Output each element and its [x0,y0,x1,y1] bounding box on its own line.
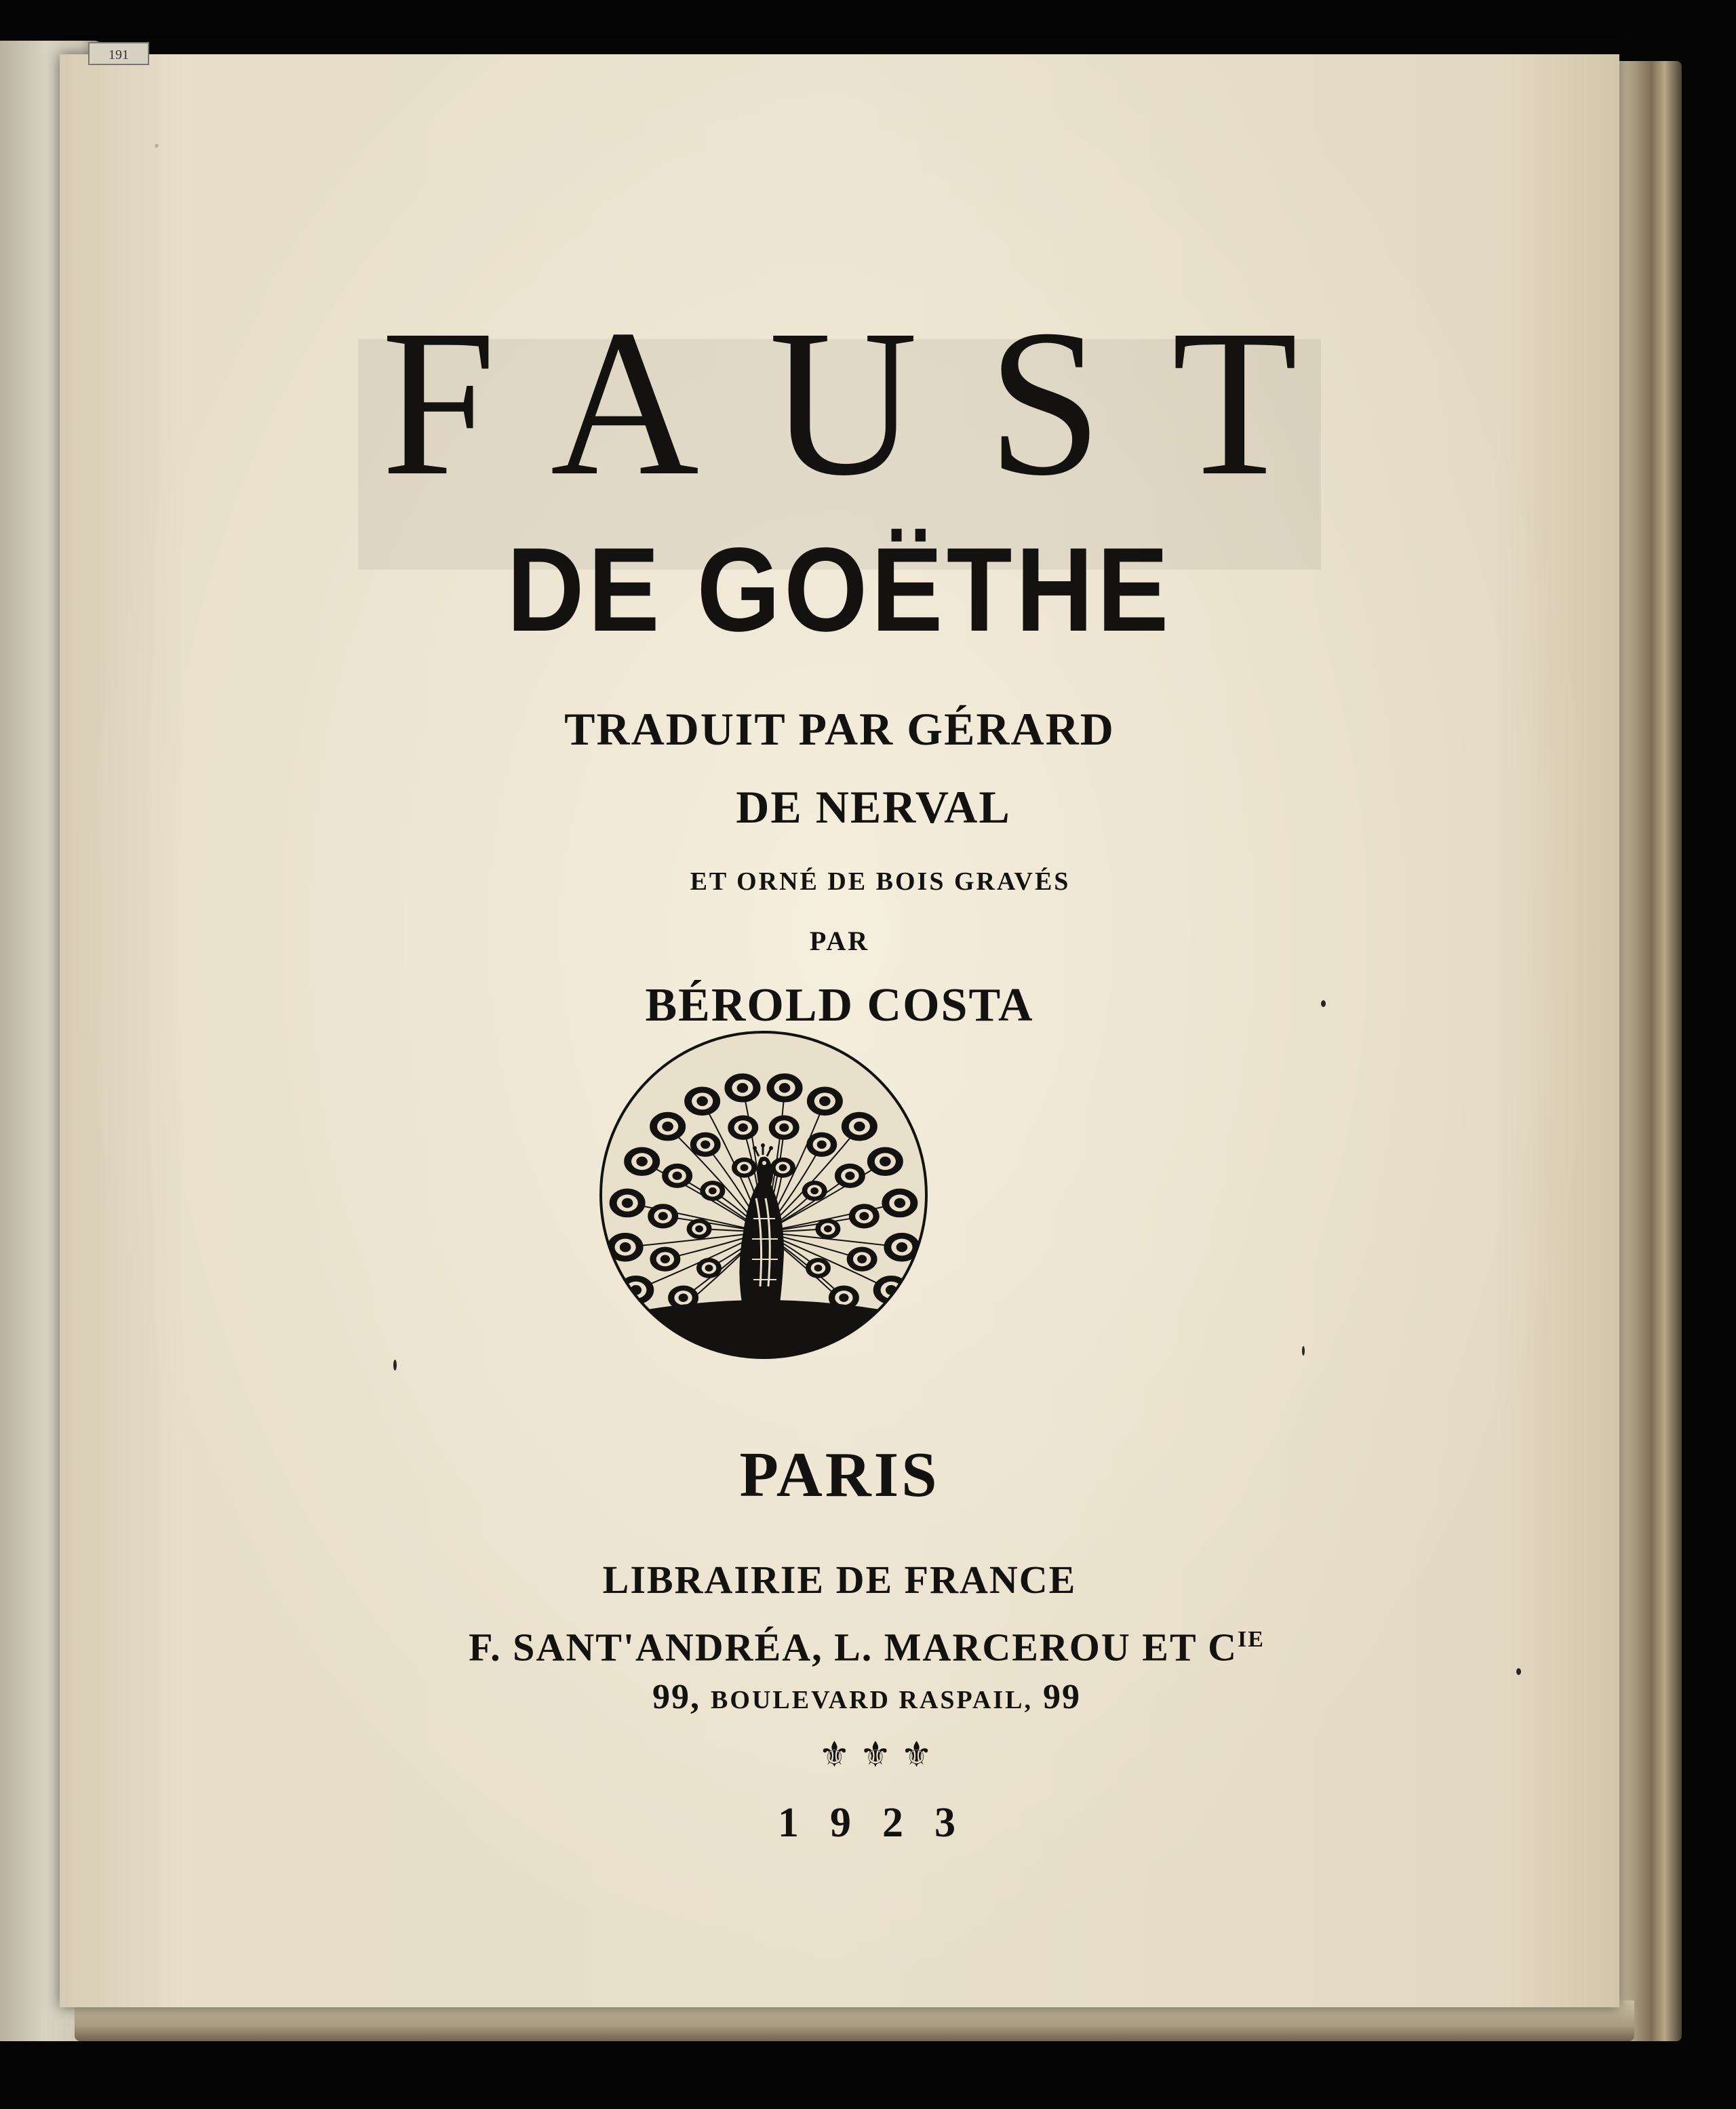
address-street: BOULEVARD RASPAIL, [711,1686,1033,1714]
feather-eye-center [679,1294,688,1301]
feather-eye-center [697,1097,708,1106]
publisher-partners-superscript: IE [1238,1627,1265,1652]
fleur-de-lis-ornament: ⚜⚜⚜ [818,1735,942,1775]
title-page-content [60,54,1619,2007]
feather-eye-center [658,1213,667,1220]
translator-line-1: TRADUIT PAR GÉRARD [564,703,1115,755]
feather-eye-center [779,1083,790,1092]
feather-eye-center [673,1172,682,1179]
feather-eye-center [846,1172,854,1179]
feather-eye-center [620,1242,631,1252]
feather-eye-center [824,1225,831,1231]
publication-city: PARIS [739,1440,940,1510]
feather-eye-center [701,1141,710,1148]
feather-eye-center [653,1323,664,1333]
publisher-address [60,1675,1646,1722]
address-number-1: 99, [652,1678,701,1716]
feather-eye-center [896,1242,907,1252]
feather-eye-center [880,1157,891,1166]
publisher-partners [60,1616,1646,1671]
illustrator-name: BÉROLD COSTA [645,979,1034,1031]
feather-eye-center [863,1323,874,1333]
address-number-2: 99 [1042,1678,1081,1716]
feather-eye-center [738,1124,747,1131]
feather-eye-center [817,1141,826,1148]
publisher-name: LIBRAIRIE DE FRANCE [602,1558,1077,1602]
library-label: 191 [88,42,149,65]
paper-speck [1302,1346,1305,1356]
feather-eye-center [860,1213,869,1220]
feather-eye-center [811,1187,818,1194]
paper-speck [155,144,159,148]
feather-eye-center [637,1157,648,1166]
translator-line-2: DE NERVAL [736,781,1011,833]
feather-eye-center [705,1265,713,1271]
feather-eye-center [660,1255,669,1263]
feather-eye-center [741,1164,748,1170]
book-title: FAUST [381,287,1368,519]
feather-eye-center [622,1198,633,1208]
paper-speck [393,1360,397,1371]
illustration-line: ET ORNÉ DE BOIS GRAVÉS [690,867,1071,896]
feather-eye-center [854,1122,865,1131]
feather-eye-center [814,1265,822,1271]
feather-eye-center [780,1124,789,1131]
paper-speck [1516,1668,1521,1675]
paper-speck [1321,1000,1326,1007]
publisher-partners-text: F. SANT'ANDRÉA, L. MARCEROU ET C [469,1625,1238,1670]
par-line: PAR [809,926,870,956]
feather-eye-center [858,1255,867,1263]
publication-year: 1923 [778,1800,987,1846]
feather-eye-center [663,1122,673,1131]
feather-eye-center [840,1294,848,1301]
feather-eye-center [779,1164,787,1170]
book-subtitle: DE GOËTHE [507,524,1172,656]
feather-eye-center [737,1083,748,1092]
feather-eye-center [820,1097,831,1106]
feather-eye-center [696,1225,703,1231]
feather-eye-center [894,1198,905,1208]
peacock-woodcut-vignette [597,1029,930,1361]
feather-eye-center [709,1187,716,1194]
